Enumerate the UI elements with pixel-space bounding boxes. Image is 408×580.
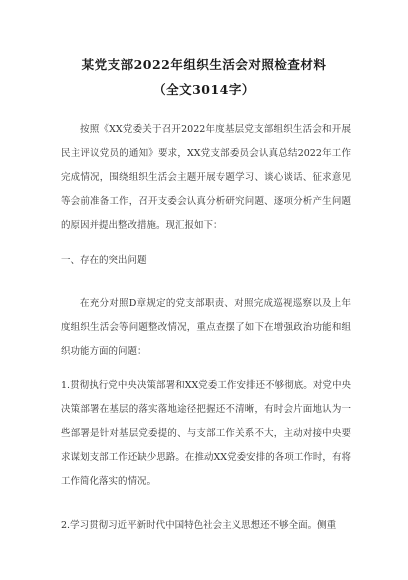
section-intro-paragraph: 在充分对照D章规定的党支部职责、对照完成巡视巡察以及上年度组织生活会等问题整改情况，重点查摆了如下在增强政治功能和组织功能方面的问题：	[61, 298, 351, 357]
problem-item-1: 1.贯彻执行党中央决策部署和XX党委工作安排还不够彻底。对党中央决策部署在基层的落实落地途径把握还不清晰，有时会片面地认为一些部署是针对基层党委提的、与支部工作关系不大，主动对接中央要求谋划支部工作还缺少思路。在推动XX党委安排的各项工作时，有将工作简化落实的情况。	[61, 380, 351, 487]
document-subtitle: （全文3014字）	[153, 82, 255, 97]
problem-item-2: 2.学习贯彻习近平新时代中国特色社会主义思想还不够全面。侧重	[61, 520, 337, 531]
intro-paragraph: 按照《XX党委关于召开2022年度基层党支部组织生活会和开展民主评议党员的通知》要求，XX党支部委员会认真总结2022年工作完成情况，围绕组织生活会主题开展专题学习、谈心谈话、征求意见等会前准备工作，召开支委会认真分析研究问题、逐项分析产生问题的原因并提出整改措施。现汇报如下：	[61, 124, 351, 231]
section-heading: 一、存在的突出问题	[61, 255, 147, 266]
document-title: 某党支部2022年组织生活会对照检查材料	[81, 57, 327, 72]
